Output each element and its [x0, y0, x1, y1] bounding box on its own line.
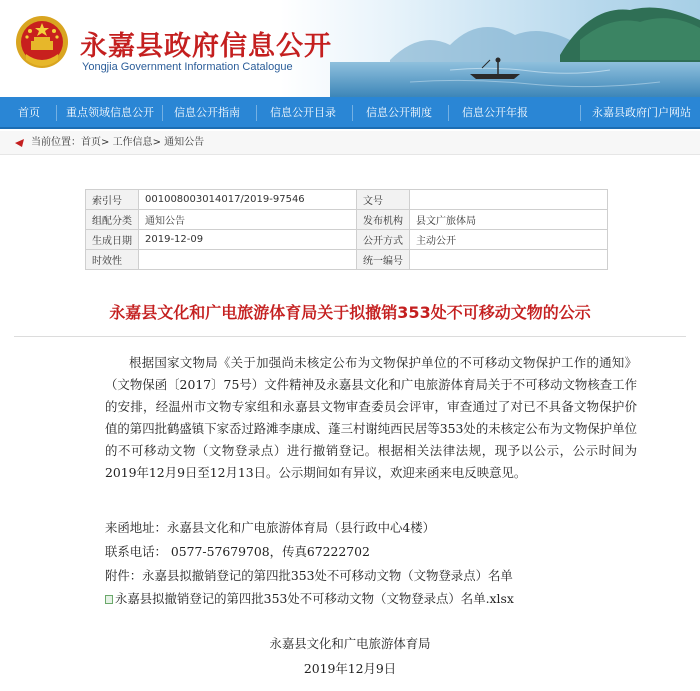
table-row: [86, 230, 608, 250]
nav-item-home[interactable]: 首页: [18, 106, 40, 119]
document-paragraph: 根据国家文物局《关于加强尚未核定公布为文物保护单位的不可移动文物保护工作的通知》（文物保函〔2017〕75号）文件精神及永嘉县文化和广电旅游体育局关于不可移动文物核查工作的安排，经温州市文物专家组和永嘉县文物审查委员会评审，审查通过了对已不具备文物保护价值的第四批鹤盛镇下家岙过路滩李康成、蓬三村谢纯西民居等353处的未核定公布为文物保护单位的不可移动文物（文物登录点）进行撤销登记。根据相关法律法规，现予以公示，公示时间为2019年12月9日至12月13日。公示期间如有异议，欢迎来函来电反映意见。: [105, 355, 637, 480]
validity-label: 时效性: [86, 250, 139, 270]
site-subtitle: Yongjia Government Information Catalogue: [82, 61, 293, 73]
attachment-row: [105, 589, 514, 607]
nav-item-catalogue[interactable]: 信息公开目录: [270, 106, 336, 119]
table-row: [86, 190, 608, 210]
table-row: [86, 250, 608, 270]
serial-label: 统一编号: [357, 250, 410, 270]
breadcrumb-notices[interactable]: 通知公告: [164, 137, 205, 148]
date-label: 生成日期: [86, 230, 139, 250]
category-label: 组配分类: [86, 210, 139, 230]
issuer-value: 县文广旅体局: [410, 210, 608, 230]
nav-divider: [448, 105, 449, 121]
breadcrumb-label: 当前位置：: [31, 137, 81, 148]
docno-label: 文号: [357, 190, 410, 210]
nav-item-key-areas[interactable]: 重点领域信息公开: [66, 106, 154, 119]
nav-item-policy[interactable]: 信息公开制度: [366, 106, 432, 119]
method-label: 公开方式: [357, 230, 410, 250]
date-value: 2019-12-09: [139, 230, 357, 250]
signature-date: 2019年12月9日: [303, 661, 397, 676]
breadcrumb: 当前位置：首页> 工作信息> 通知公告: [0, 131, 700, 155]
contact-phone: 联系电话： 0577-57679708，传真67222702: [105, 544, 370, 559]
category-value: 通知公告: [139, 210, 357, 230]
nav-divider: [352, 105, 353, 121]
signature-organization: 永嘉县文化和广电旅游体育局: [269, 636, 431, 651]
nav-divider: [256, 105, 257, 121]
nav-item-portal[interactable]: 永嘉县政府门户网站: [592, 106, 691, 119]
nav-item-annual-report[interactable]: 信息公开年报: [462, 106, 528, 119]
breadcrumb-home[interactable]: 首页: [81, 137, 101, 148]
issuer-label: 发布机构: [357, 210, 410, 230]
title-divider: [14, 336, 686, 337]
attachment-note: 附件：永嘉县拟撤销登记的第四批353处不可移动文物（文物登录点）名单: [105, 568, 513, 583]
index-label: 索引号: [86, 190, 139, 210]
docno-value: [410, 190, 608, 210]
location-arrow-icon: [15, 139, 24, 147]
nav-divider: [56, 105, 57, 121]
main-nav: [0, 97, 700, 129]
nav-item-guide[interactable]: 信息公开指南: [174, 106, 240, 119]
table-row: [86, 210, 608, 230]
site-header: [0, 0, 700, 97]
method-value: 主动公开: [410, 230, 608, 250]
landscape-banner-image: [330, 0, 700, 97]
contact-address: 来函地址：永嘉县文化和广电旅游体育局（县行政中心4楼）: [105, 520, 436, 535]
breadcrumb-work-info[interactable]: 工作信息: [112, 137, 153, 148]
nav-divider: [162, 105, 163, 121]
index-value: 001008003014017/2019-97546: [139, 190, 357, 210]
document-info-table: [85, 189, 608, 270]
serial-value: [410, 250, 608, 270]
document-title: 永嘉县文化和广电旅游体育局关于拟撤销353处不可移动文物的公示: [109, 303, 591, 322]
national-emblem-icon: [14, 14, 70, 72]
attachment-file-link[interactable]: 永嘉县拟撤销登记的第四批353处不可移动文物（文物登录点）名单.xlsx: [115, 591, 514, 606]
nav-divider: [580, 105, 581, 121]
site-title: 永嘉县政府信息公开: [80, 31, 332, 62]
spreadsheet-file-icon: [105, 595, 113, 604]
validity-value: [139, 250, 357, 270]
